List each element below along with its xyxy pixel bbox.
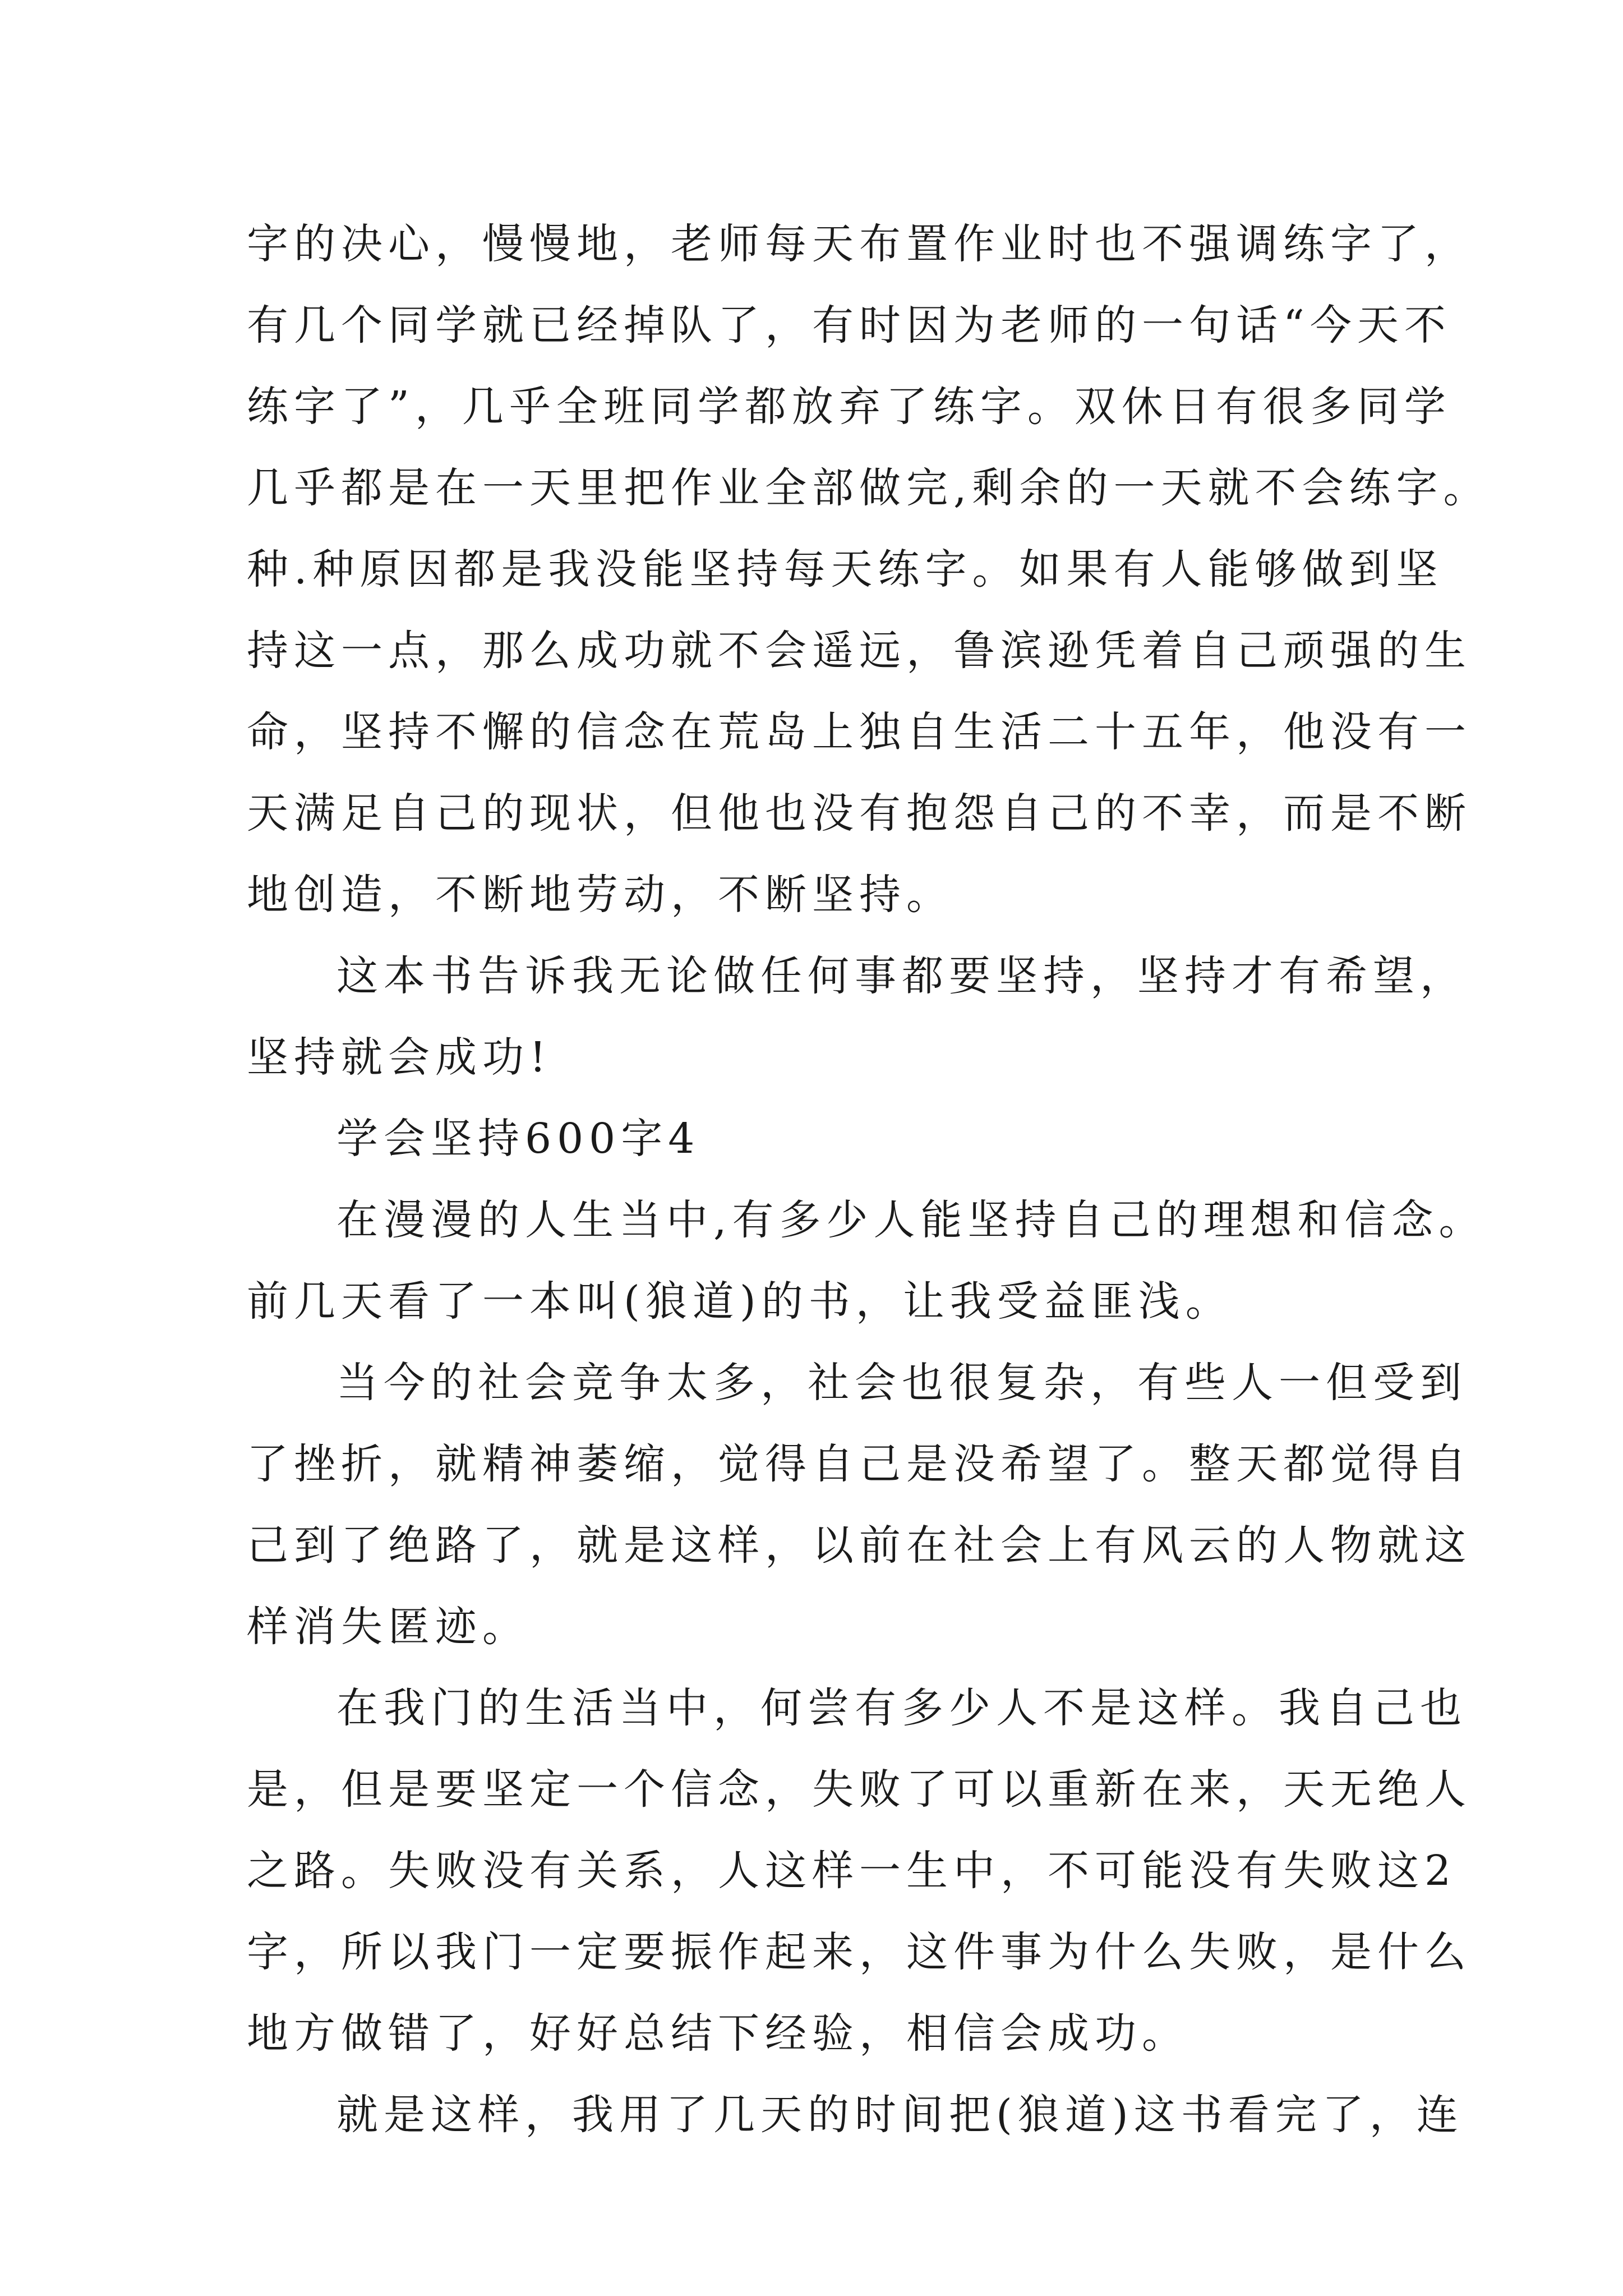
paragraph-first-line: 在漫漫的人生当中,有多少人能坚持自己的理想和信念。: [336, 1196, 1486, 1244]
text-line: 命，坚持不懈的信念在荒岛上独自生活二十五年，他没有一: [247, 708, 1472, 756]
text-line: 前几天看了一本叫(狼道)的书，让我受益匪浅。: [247, 1277, 1233, 1326]
paragraph-first-line: 在我门的生活当中，何尝有多少人不是这样。我自己也: [336, 1684, 1467, 1732]
text-line: 地方做错了，好好总结下经验，相信会成功。: [247, 2009, 1189, 2058]
text-line: 己到了绝路了，就是这样，以前在社会上有风云的人物就这: [247, 1521, 1472, 1570]
paragraph-first-line: 就是这样，我用了几天的时间把(狼道)这书看完了，连: [336, 2091, 1464, 2139]
text-line: 了挫折，就精神萎缩，觉得自己是没希望了。整天都觉得自: [247, 1440, 1472, 1488]
text-line: 有几个同学就已经掉队了，有时因为老师的一句话“今天不: [247, 301, 1451, 349]
text-line: 天满足自己的现状，但他也没有抱怨自己的不幸，而是不断: [247, 789, 1472, 838]
section-heading: 学会坚持600字4: [336, 1115, 700, 1163]
text-line: 地创造，不断地劳动，不断坚持。: [247, 871, 953, 919]
text-line: 几乎都是在一天里把作业全部做完,剩余的一天就不会练字。: [247, 464, 1491, 512]
text-line: 样消失匿迹。: [247, 1603, 529, 1651]
text-line: 种.种原因都是我没能坚持每天练字。如果有人能够做到坚: [247, 545, 1444, 593]
text-line: 练字了”，几乎全班同学都放弃了练字。双休日有很多同学: [247, 383, 1451, 431]
text-line: 坚持就会成功!: [247, 1033, 552, 1082]
text-line: 字，所以我门一定要振作起来，这件事为什么失败，是什么: [247, 1928, 1472, 1976]
text-line: 字的决心，慢慢地，老师每天布置作业时也不强调练字了，: [247, 220, 1472, 268]
text-line: 之路。失败没有关系，人这样一生中，不可能没有失败这2: [247, 1847, 1457, 1895]
text-line: 是，但是要坚定一个信念，失败了可以重新在来，天无绝人: [247, 1765, 1472, 1814]
text-line: 持这一点，那么成功就不会遥远，鲁滨逊凭着自己顽强的生: [247, 627, 1472, 675]
paragraph-first-line: 这本书告诉我无论做任何事都要坚持，坚持才有希望，: [336, 952, 1467, 1000]
paragraph-first-line: 当今的社会竞争太多，社会也很复杂，有些人一但受到: [336, 1359, 1467, 1407]
